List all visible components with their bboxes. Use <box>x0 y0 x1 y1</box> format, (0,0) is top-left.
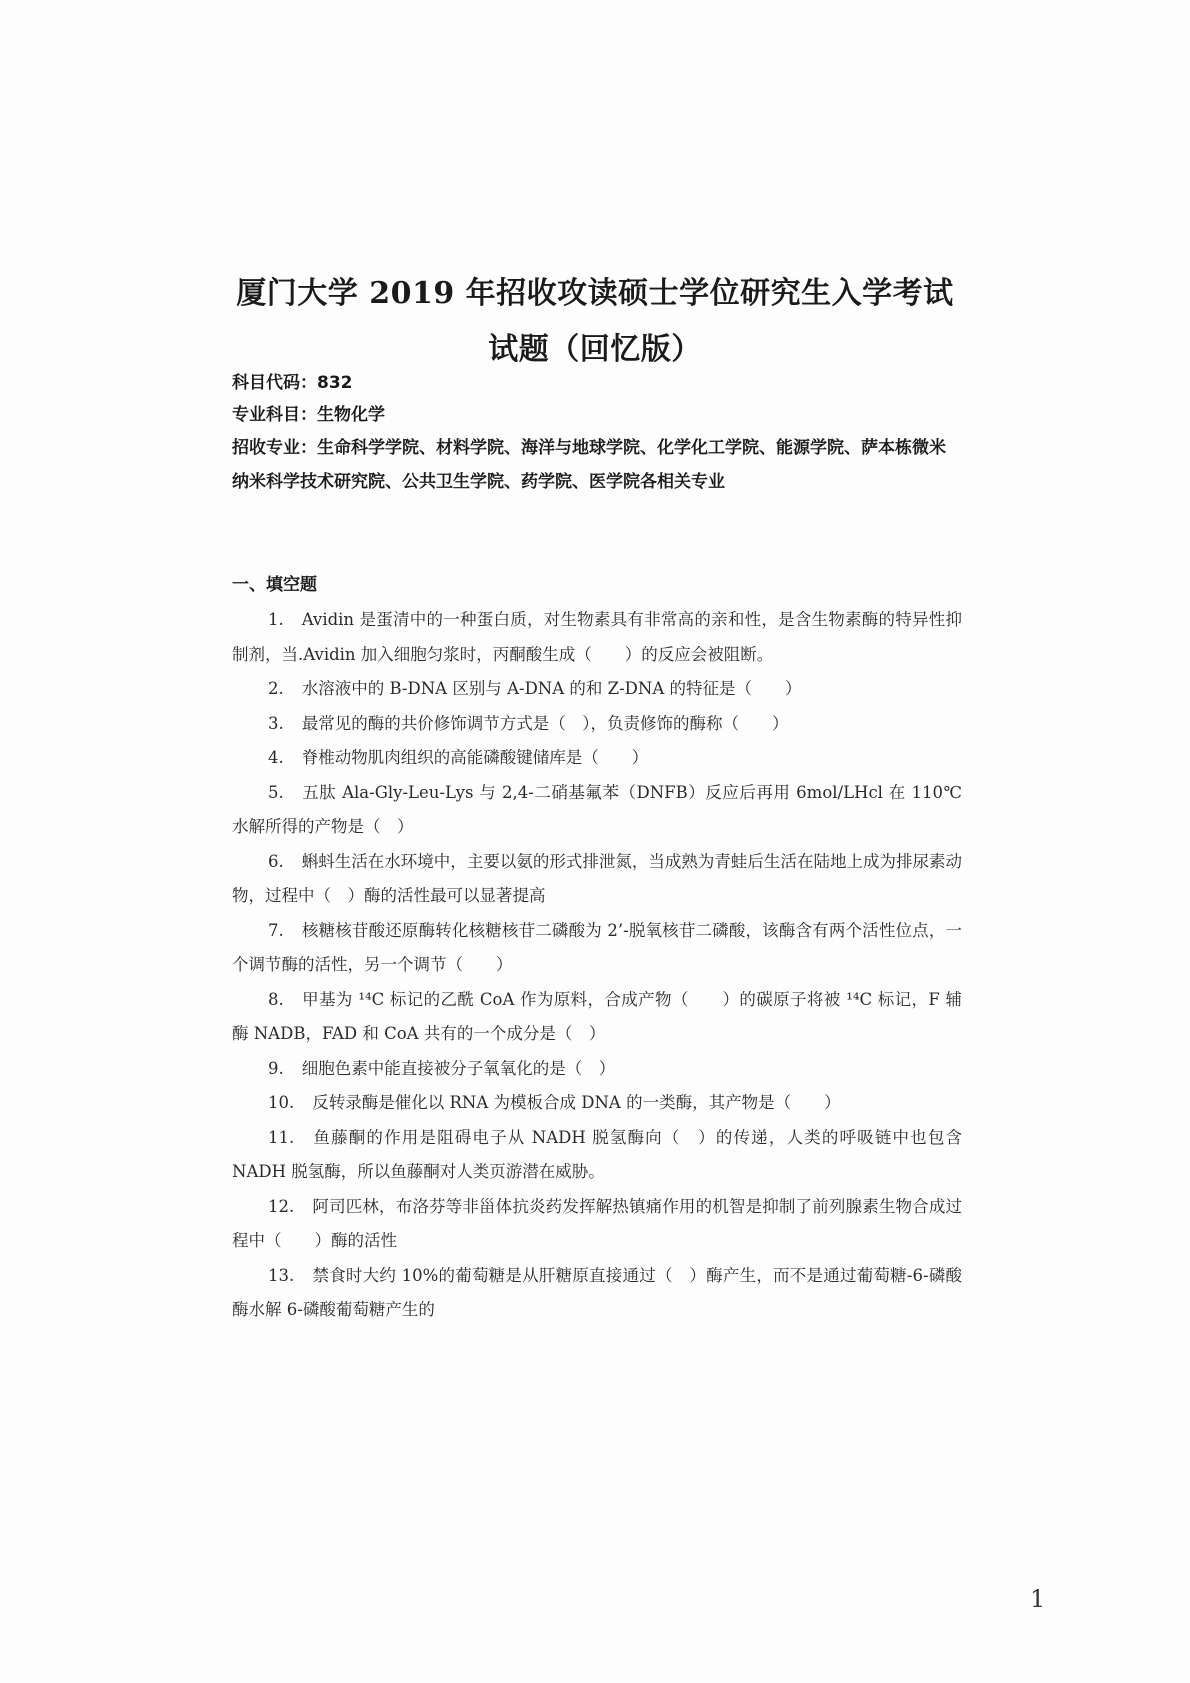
question-item <box>232 672 962 707</box>
question-number: 6. <box>268 851 284 871</box>
question-text: 五肽 Ala-Gly-Leu-Lys 与 2,4-二硝基氟苯（DNFB）反应后再用 6mol/LHcl 在 110℃水解所得的产物是（ ） <box>232 782 962 836</box>
question-text: 蝌蚪生活在水环境中，主要以氨的形式排泄氮，当成熟为青蛙后生活在陆地上成为排尿素动物，过程中（ ）酶的活性最可以显著提高 <box>232 851 962 905</box>
question-number: 4. <box>268 748 284 767</box>
subject-name <box>232 398 962 432</box>
question-text: 细胞色素中能直接被分子氧氧化的是（ ） <box>301 1058 616 1078</box>
majors <box>232 431 962 499</box>
subject-name-label: 专业科目： <box>232 405 317 425</box>
question-text: 甲基为 ¹⁴C 标记的乙酰 CoA 作为原料，合成产物（ ）的碳原子将被 ¹⁴C 标记，F 辅酶 NADB，FAD 和 CoA 共有的一个成分是（ ） <box>232 989 962 1043</box>
question-number: 1. <box>268 610 284 629</box>
question-item <box>232 983 962 1052</box>
question-text: 禁食时大约 10%的葡萄糖是从肝糖原直接通过（ ）酶产生，而不是通过葡萄糖-6-磷酸酶水解 6-磷酸葡萄糖产生的 <box>232 1265 962 1319</box>
question-text: 反转录酶是催化以 RNA 为模板合成 DNA 的一类酶，其产物是（ ） <box>312 1093 841 1112</box>
question-item <box>232 1052 962 1087</box>
question-number: 10. <box>268 1093 295 1112</box>
question-number: 3. <box>268 713 284 733</box>
question-text: 最常见的酶的共价修饰调节方式是（ ），负责修饰的酶称（ ） <box>301 713 789 733</box>
question-number: 8. <box>268 989 284 1009</box>
question-text: 鱼藤酮的作用是阻碍电子从 NADH 脱氢酶向（ ）的传递，人类的呼吸链中也包含 NADH 脱氢酶，所以鱼藤酮对人类页游潜在威胁。 <box>232 1127 962 1181</box>
question-text: 水溶液中的 B-DNA 区别与 A-DNA 的和 Z-DNA 的特征是（ ） <box>301 679 802 698</box>
question-text: Avidin 是蛋清中的一种蛋白质，对生物素具有非常高的亲和性，是含生物素酶的特异性抑制剂，当.Avidin 加入细胞匀浆时，丙酮酸生成（ ）的反应会被阻断。 <box>232 610 962 664</box>
question-number: 9. <box>268 1058 284 1078</box>
question-item <box>232 1190 962 1259</box>
question-number: 5. <box>268 782 284 802</box>
question-item <box>232 845 962 914</box>
question-item <box>232 707 962 742</box>
question-text: 核糖核苷酸还原酶转化核糖核苷二磷酸为 2’-脱氧核苷二磷酸，该酶含有两个活性位点，一个调节酶的活性，另一个调节（ ） <box>232 920 962 974</box>
majors-value: 生命科学学院、材料学院、海洋与地球学院、化学化工学院、能源学院、萨本栋微米纳米科学技术研究院、公共卫生学院、药学院、医学院各相关专业 <box>232 438 946 492</box>
page-number: 1 <box>1030 1585 1046 1613</box>
question-item <box>232 914 962 983</box>
question-item <box>232 741 962 776</box>
subject-code-label: 科目代码： <box>232 373 317 393</box>
question-number: 2. <box>268 679 284 698</box>
section-heading: 一、填空题 <box>232 575 317 595</box>
question-item <box>232 1259 962 1328</box>
question-item <box>232 603 962 672</box>
subject-name-value: 生物化学 <box>317 405 385 425</box>
question-text: 脊椎动物肌肉组织的高能磷酸键储库是（ ） <box>301 748 649 767</box>
majors-label: 招收专业： <box>232 438 317 458</box>
question-item <box>232 1086 962 1121</box>
exam-title: 厦门大学 2019 年招收攻读硕士学位研究生入学考试 <box>236 276 954 311</box>
subject-code <box>232 366 962 400</box>
question-number: 7. <box>268 920 284 940</box>
question-item <box>232 776 962 845</box>
question-number: 13. <box>268 1265 295 1285</box>
question-number: 11. <box>268 1127 295 1147</box>
question-number: 12. <box>268 1196 295 1216</box>
question-text: 阿司匹林，布洛芬等非甾体抗炎药发挥解热镇痛作用的机智是抑制了前列腺素生物合成过程中（ ）酶的活性 <box>232 1196 962 1250</box>
question-list <box>232 603 962 1328</box>
exam-subtitle: 试题（回忆版） <box>488 332 702 367</box>
question-item <box>232 1121 962 1190</box>
subject-code-value: 832 <box>317 373 353 393</box>
